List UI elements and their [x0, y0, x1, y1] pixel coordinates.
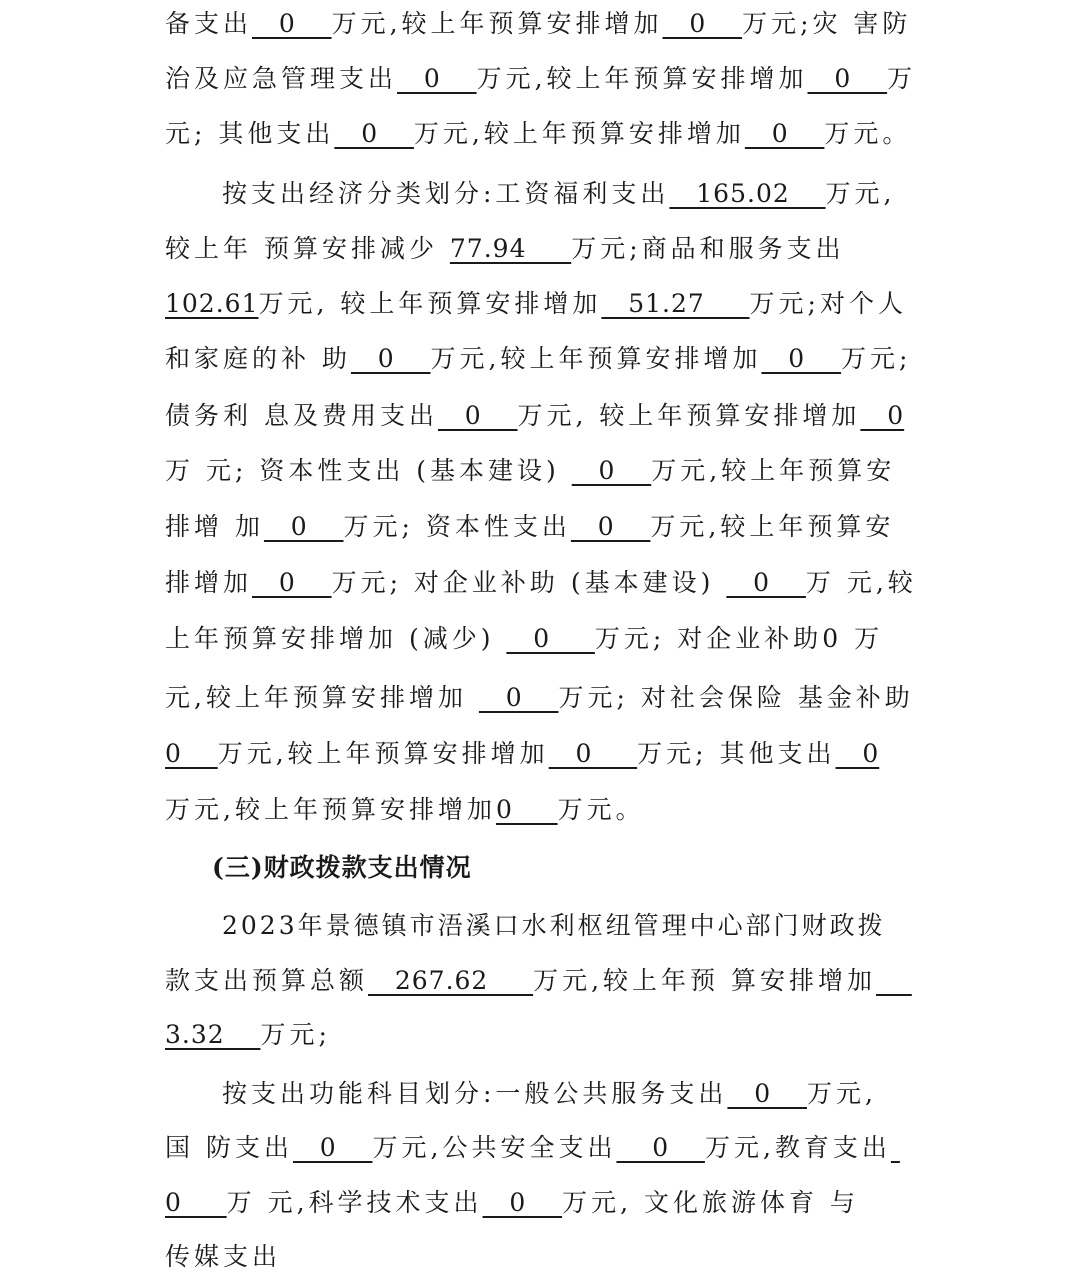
text-line: 万元,较上年预算安排增加0 万元。: [165, 795, 645, 824]
text-line: 按支出功能科目划分:一般公共服务支出 0 万元,: [222, 1079, 877, 1108]
text-line: 0 万 元,科学技术支出 0 万元, 文化旅游体育 与: [165, 1188, 859, 1217]
text-line: 上年预算安排增加 (减少) 0 万元; 对企业补助0 万: [165, 624, 884, 653]
text-line: 2023年景德镇市浯溪口水利枢纽管理中心部门财政拨: [222, 911, 886, 940]
text-line: 传媒支出: [165, 1242, 282, 1271]
text-line: 备支出 0 万元,较上年预算安排增加 0 万元;灾 害防: [165, 9, 912, 38]
text-line: 元; 其他支出 0 万元,较上年预算安排增加 0 万元。: [165, 119, 912, 148]
section-heading: (三)财政拨款支出情况: [212, 853, 472, 882]
text-line: 和家庭的补 助 0 万元,较上年预算安排增加 0 万元;: [165, 344, 912, 373]
text-line: 0 万元,较上年预算安排增加 0 万元; 其他支出 0: [165, 739, 880, 768]
text-line: 较上年 预算安排减少 77.94 万元;商品和服务支出: [165, 234, 845, 263]
text-line: 债务利 息及费用支出 0 万元, 较上年预算安排增加 0: [165, 401, 905, 430]
text-line: 元,较上年预算安排增加 0 万元; 对社会保险 基金补助: [165, 683, 914, 712]
text-line: 按支出经济分类划分:工资福利支出 165.02 万元,: [222, 179, 896, 208]
text-line: 款支出预算总额 267.62 万元,较上年预 算安排增加: [165, 966, 876, 995]
text-line: 万 元; 资本性支出 (基本建设) 0 万元,较上年预算安: [165, 456, 896, 485]
text-line: 102.61万元, 较上年预算安排增加 51.27 万元;对个人: [165, 289, 907, 318]
text-line: 治及应急管理支出 0 万元,较上年预算安排增加 0 万: [165, 64, 917, 93]
text-line: 排增加 0 万元; 对企业补助 (基本建设) 0 万 元,较: [165, 568, 917, 597]
text-line: 3.32 万元;: [165, 1020, 331, 1049]
text-line: 排增 加 0 万元; 资本性支出 0 万元,较上年预算安: [165, 512, 895, 541]
text-line: 国 防支出 0 万元,公共安全支出 0 万元,教育支出: [165, 1133, 891, 1162]
